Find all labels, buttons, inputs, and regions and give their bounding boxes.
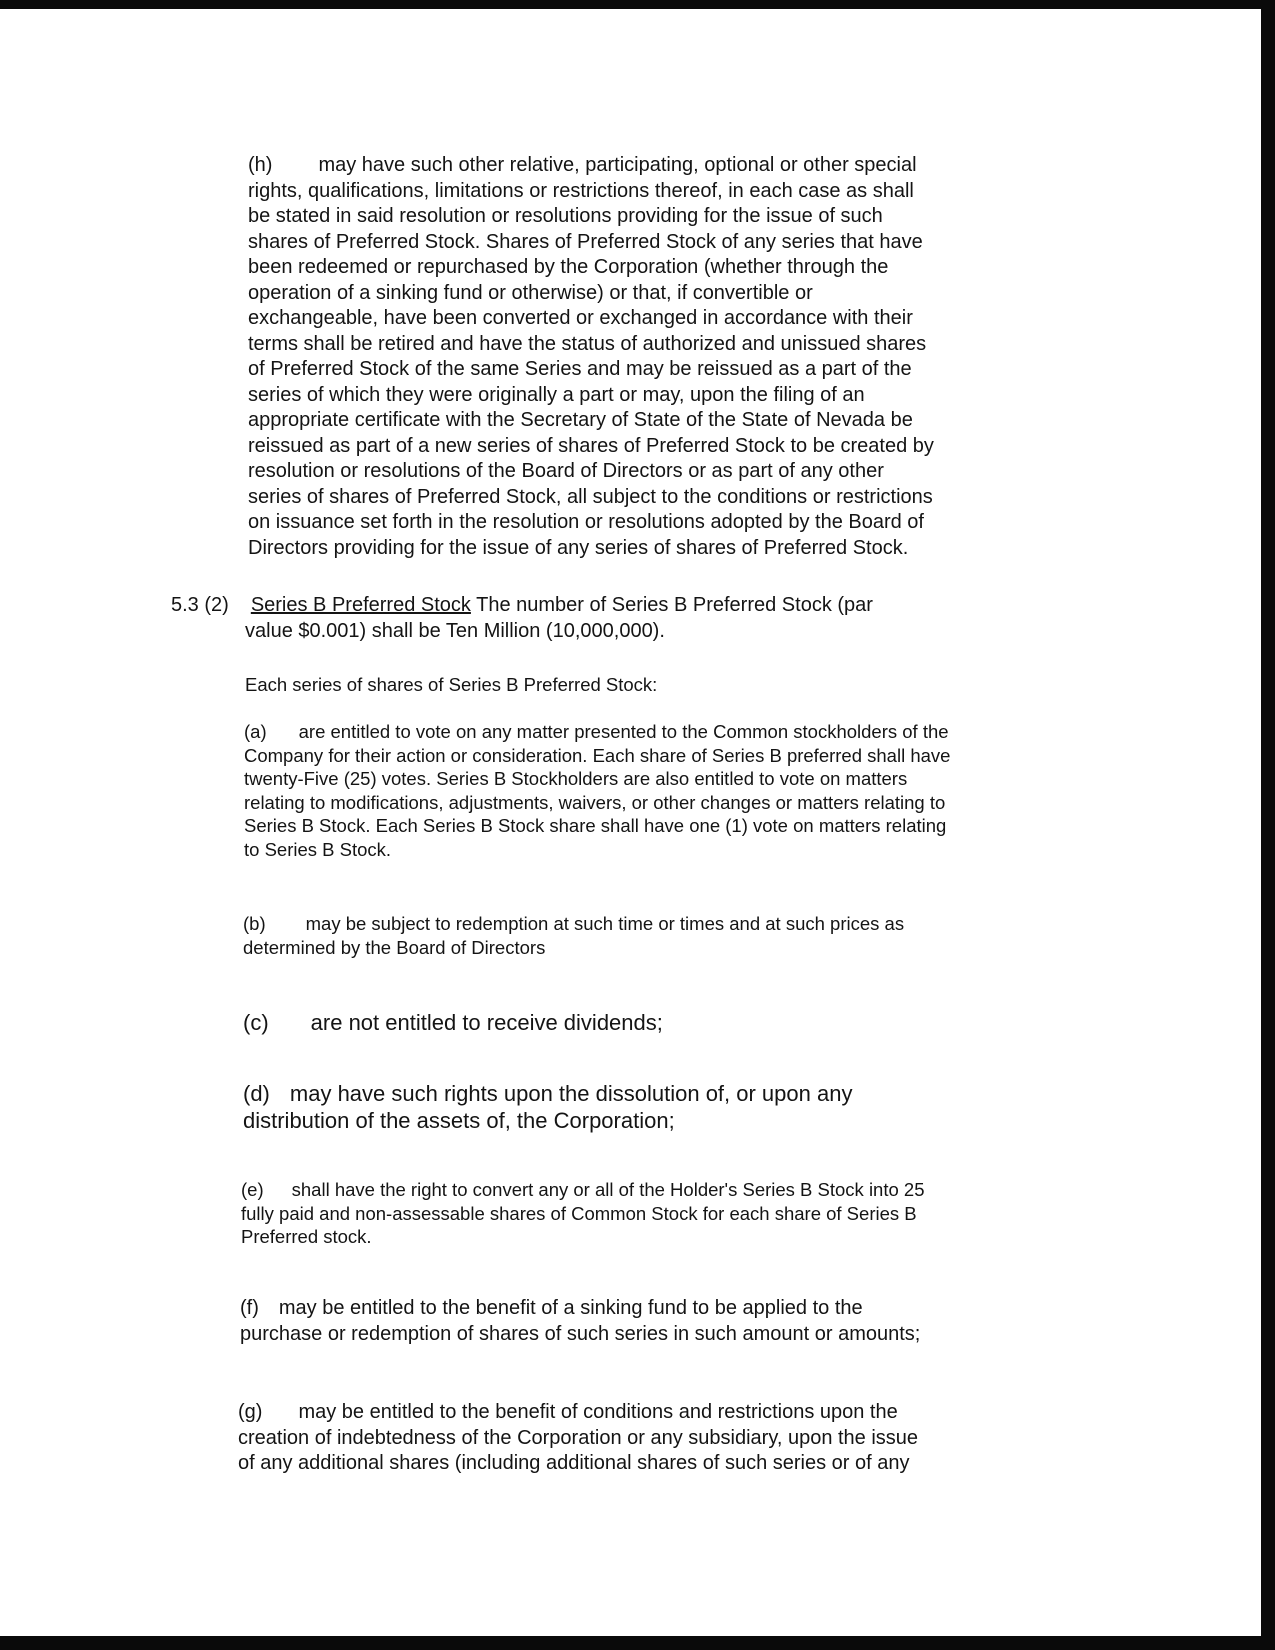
- paragraph-a: (a) are entitled to vote on any matter presented to the Common stockholders of the Company for their action or consideration. Each share of Series B preferred shall have twenty-Five (25) votes. Series B Stockholders are also entitled to vote on matters relating to modifications, adjustments, waivers, or other changes or matters relating to Series B Stock. Each Series B Stock share shall have one (1) vote on matters relating to Series B Stock.: [244, 721, 951, 860]
- paragraph-h-line: been redeemed or repurchased by the Corporation (whether through the: [248, 256, 889, 278]
- paragraph-h-marker: (h): [248, 154, 273, 176]
- paragraph-h-line: appropriate certificate with the Secretary of State of the State of Nevada be: [248, 409, 913, 431]
- paragraph-h-line: be stated in said resolution or resolutions providing for the issue of such: [248, 205, 883, 227]
- paragraph-h-line: series of which they were originally a part or may, upon the filing of an: [248, 383, 865, 406]
- paragraph-d-line: distribution of the assets of, the Corporation;: [243, 1108, 675, 1133]
- paragraph-d-marker: (d): [243, 1081, 270, 1106]
- scan-border-right: [1261, 0, 1275, 1650]
- paragraph-f-marker: (f): [240, 1297, 259, 1319]
- paragraph-h-line: Directors providing for the issue of any series of shares of Preferred Stock.: [248, 536, 909, 559]
- scan-border-bottom: [0, 1636, 1275, 1650]
- paragraph-c: (c) are not entitled to receive dividends;: [243, 1010, 663, 1035]
- paragraph-a-marker: (a): [244, 721, 267, 742]
- section-heading: Series B Preferred Stock: [250, 594, 471, 616]
- paragraph-b-line: determined by the Board of Directors: [243, 936, 546, 958]
- section-text-continued: value $0.001) shall be Ten Million (10,000,000).: [245, 619, 665, 642]
- paragraph-b: (b) may be subject to redemption at such time or times and at such prices as determined by the Board of Directors: [243, 913, 905, 958]
- paragraph-e: (e) shall have the right to convert any or all of the Holder's Series B Stock into 25 fully paid and non-assessable shares of Common Stock for each share of Series B Preferred stock.: [241, 1179, 925, 1247]
- paragraph-h-line: exchangeable, have been converted or exchanged in accordance with their: [248, 307, 913, 329]
- paragraph-h-line: of Preferred Stock of the same Series and may be reissued as a part of the: [248, 358, 912, 380]
- paragraph-g: (g) may be entitled to the benefit of conditions and restrictions upon the creation of indebtedness of the Corporation or any subsidiary, upon the issue of any additional shares (including additional shares of such series or of any: [238, 1400, 918, 1477]
- paragraph-h-line: terms shall be retired and have the status of authorized and unissued shares: [248, 332, 927, 355]
- paragraph-e-line: Preferred stock.: [241, 1226, 372, 1247]
- paragraph-f: (f) may be entitled to the benefit of a sinking fund to be applied to the purchase or redemption of shares of such series in such amount or amounts;: [240, 1296, 920, 1347]
- paragraph-a-line: relating to modifications, adjustments, waivers, or other changes or matters relating to: [244, 791, 946, 813]
- section-5-3-2: [171, 593, 873, 644]
- series-b-intro: Each series of shares of Series B Preferred Stock:: [245, 674, 658, 695]
- paragraph-a-line: Company for their action or consideration. Each share of Series B preferred shall have: [244, 744, 951, 766]
- paragraph-h-line: shares of Preferred Stock. Shares of Preferred Stock of any series that have: [248, 230, 923, 253]
- scan-border-top: [0, 0, 1275, 9]
- paragraph-f-line: purchase or redemption of shares of such series in such amount or amounts;: [240, 1322, 921, 1345]
- paragraph-g-line: of any additional shares (including additional shares of such series or of any: [238, 1452, 910, 1474]
- paragraph-a-line: Series B Stock. Each Series B Stock share shall have one (1) vote on matters relating: [244, 815, 947, 836]
- paragraph-e-line: fully paid and non-assessable shares of Common Stock for each share of Series B: [241, 1202, 917, 1224]
- paragraph-g-marker: (g): [238, 1401, 263, 1423]
- paragraph-h-line: reissued as part of a new series of shares of Preferred Stock to be created by: [248, 434, 934, 457]
- paragraph-a-line: to Series B Stock.: [244, 838, 392, 860]
- section-text: The number of Series B Preferred Stock (par: [476, 594, 873, 616]
- paragraph-h-line: operation of a sinking fund or otherwise) or that, if convertible or: [248, 281, 813, 304]
- paragraph-h-line: rights, qualifications, limitations or restrictions thereof, in each case as shall: [248, 179, 914, 202]
- paragraph-c-marker: (c): [243, 1010, 269, 1035]
- paragraph-e-marker: (e): [241, 1179, 264, 1200]
- paragraph-h-line: resolution or resolutions of the Board of Directors or as part of any other: [248, 460, 884, 482]
- paragraph-h-line: series of shares of Preferred Stock, all subject to the conditions or restrictions: [248, 485, 933, 508]
- paragraph-b-marker: (b): [243, 913, 266, 934]
- paragraph-h: [248, 153, 934, 561]
- paragraph-d: (d) may have such rights upon the dissolution of, or upon any distribution of the assets of, the Corporation;: [243, 1081, 853, 1133]
- paragraph-g-line: creation of indebtedness of the Corporation or any subsidiary, upon the issue: [238, 1426, 919, 1449]
- paragraph-h-line: on issuance set forth in the resolution or resolutions adopted by the Board of: [248, 511, 924, 533]
- section-number: 5.3 (2): [171, 594, 229, 616]
- paragraph-a-line: twenty-Five (25) votes. Series B Stockholders are also entitled to vote on matters: [244, 768, 908, 789]
- paragraph-h-line: (h) may have such other relative, participating, optional or other special: [248, 154, 917, 176]
